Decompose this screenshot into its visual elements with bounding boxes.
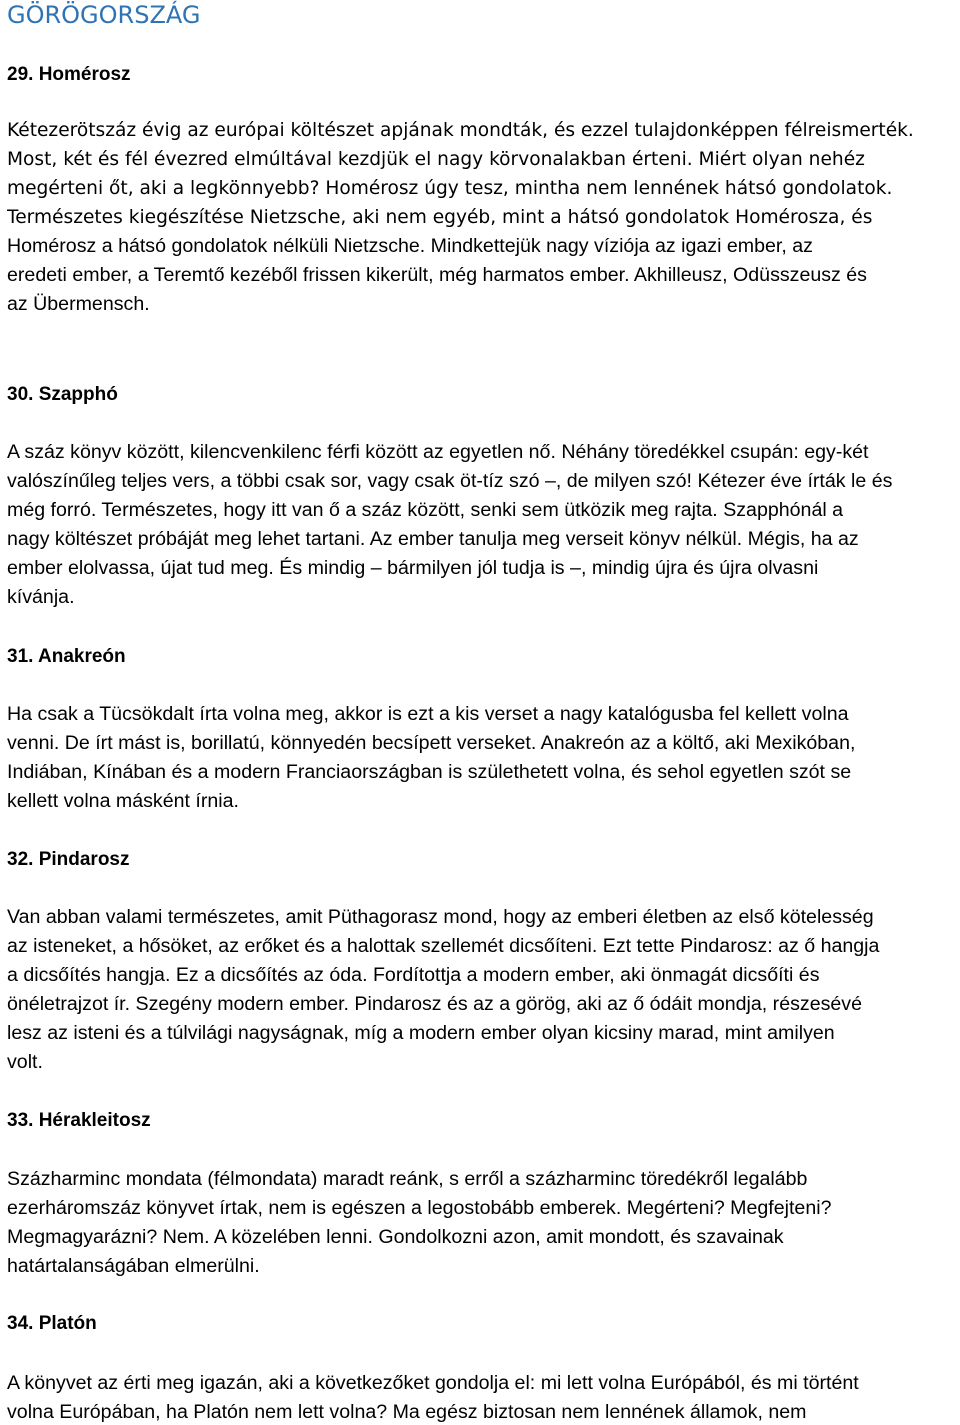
section-text-szappho	[7, 438, 959, 612]
text-line: az isteneket, a hősöket, az erőket és a halottak szellemét dicsőíteni. Ezt tette Pindarosz: az ő hangja	[7, 935, 880, 957]
text-line: még forró. Természetes, hogy itt van ő a száz között, senki sem ütközik meg rajta. Szapphónál a	[7, 499, 844, 521]
section-text-platon	[7, 1369, 959, 1425]
text-line: lesz az isteni és a túlvilági nagyságnak, míg a modern ember olyan kicsiny marad, mint amilyen	[7, 1022, 835, 1044]
section-heading-herakleitosz: 33. Hérakleitosz	[7, 1110, 151, 1131]
text-line: az Übermensch.	[7, 293, 150, 315]
text-line: volna Európában, ha Platón nem lett volna? Ma egész biztosan nem lennének államok, nem	[7, 1401, 807, 1423]
text-line: önéletrajzot ír. Szegény modern ember. Pindarosz és az a görög, aki az ő ódáit mondja, részesévé	[7, 993, 862, 1015]
text-line: ezerháromszáz könyvet írtak, nem is egészen a legostobább emberek. Megérteni? Megfejteni?	[7, 1197, 832, 1219]
text-line: megérteni őt, aki a legkönnyebb? Homérosz úgy tesz, mintha nem lennének hátsó gondolatok.	[7, 178, 893, 199]
text-line: Természetes kiegészítése Nietzsche, aki nem egyéb, mint a hátsó gondolatok Homérosza, és	[7, 207, 873, 228]
page-title: GÖRÖGORSZÁG	[7, 1, 201, 29]
text-line: határtalanságában elmerülni.	[7, 1255, 260, 1277]
text-line: Indiában, Kínában és a modern Franciaországban is születhetett volna, és sehol egyetlen szót se	[7, 761, 852, 783]
section-heading-szappho: 30. Szapphó	[7, 384, 118, 405]
text-line: a dicsőítés hangja. Ez a dicsőítés az óda. Fordítottja a modern ember, aki önmagát dicsőíti és	[7, 964, 820, 986]
text-line: Ha csak a Tücsökdalt írta volna meg, akkor is ezt a kis verset a nagy katalógusba fel kellett volna	[7, 703, 849, 725]
section-heading-platon: 34. Platón	[7, 1313, 97, 1334]
text-line: Megmagyarázni? Nem. A közelében lenni. Gondolkozni azon, amit mondott, és szavainak	[7, 1226, 784, 1248]
section-heading-homerosz: 29. Homérosz	[7, 64, 131, 85]
text-line: Homérosz a hátsó gondolatok nélküli Nietzsche. Mindkettejük nagy víziója az igazi ember, az	[7, 235, 813, 257]
text-line: valószínűleg teljes vers, a többi csak sor, vagy csak öt-tíz szó –, de milyen szó! Kétezer éve írták le és	[7, 470, 893, 492]
text-line: A könyvet az érti meg igazán, aki a következőket gondolja el: mi lett volna Európából, és mi történt	[7, 1372, 859, 1394]
text-line: Százharminc mondata (félmondata) maradt reánk, s erről a százharminc töredékről legalább	[7, 1168, 808, 1190]
text-line: nagy költészet próbáját meg lehet tartani. Az ember tanulja meg verseit könyv nélkül. Mégis, ha az	[7, 528, 859, 550]
section-text-pindarosz	[7, 903, 959, 1077]
text-line: Van abban valami természetes, amit Püthagorasz mond, hogy az emberi életben az első kötelesség	[7, 906, 874, 928]
text-line: volt.	[7, 1051, 43, 1073]
text-line: Kétezerötszáz évig az európai költészet apjának mondták, és ezzel tulajdonképpen félreismerték.	[7, 120, 914, 141]
text-line: A száz könyv között, kilencvenkilenc férfi között az egyetlen nő. Néhány töredékkel csupán: egy-két	[7, 441, 869, 463]
text-line: eredeti ember, a Teremtő kezéből frissen kikerült, még harmatos ember. Akhilleusz, Odüsszeusz és	[7, 264, 867, 286]
text-line: kellett volna másként írnia.	[7, 790, 239, 812]
section-text-herakleitosz	[7, 1165, 959, 1281]
section-heading-pindarosz: 32. Pindarosz	[7, 849, 130, 870]
section-heading-anakreon: 31. Anakreón	[7, 646, 126, 667]
text-line: Most, két és fél évezred elmúltával kezdjük el nagy körvonalakban érteni. Miért olyan nehéz	[7, 149, 865, 170]
section-text-homerosz	[7, 116, 959, 319]
text-line: venni. De írt mást is, borillatú, könnyedén becsípett verseket. Anakreón az a költő, aki Mexikóban,	[7, 732, 856, 754]
section-text-anakreon	[7, 700, 959, 816]
text-line: ember elolvassa, újat tud meg. És mindig – bármilyen jól tudja is –, mindig újra és újra olvasni	[7, 557, 819, 579]
text-line: kívánja.	[7, 586, 75, 608]
